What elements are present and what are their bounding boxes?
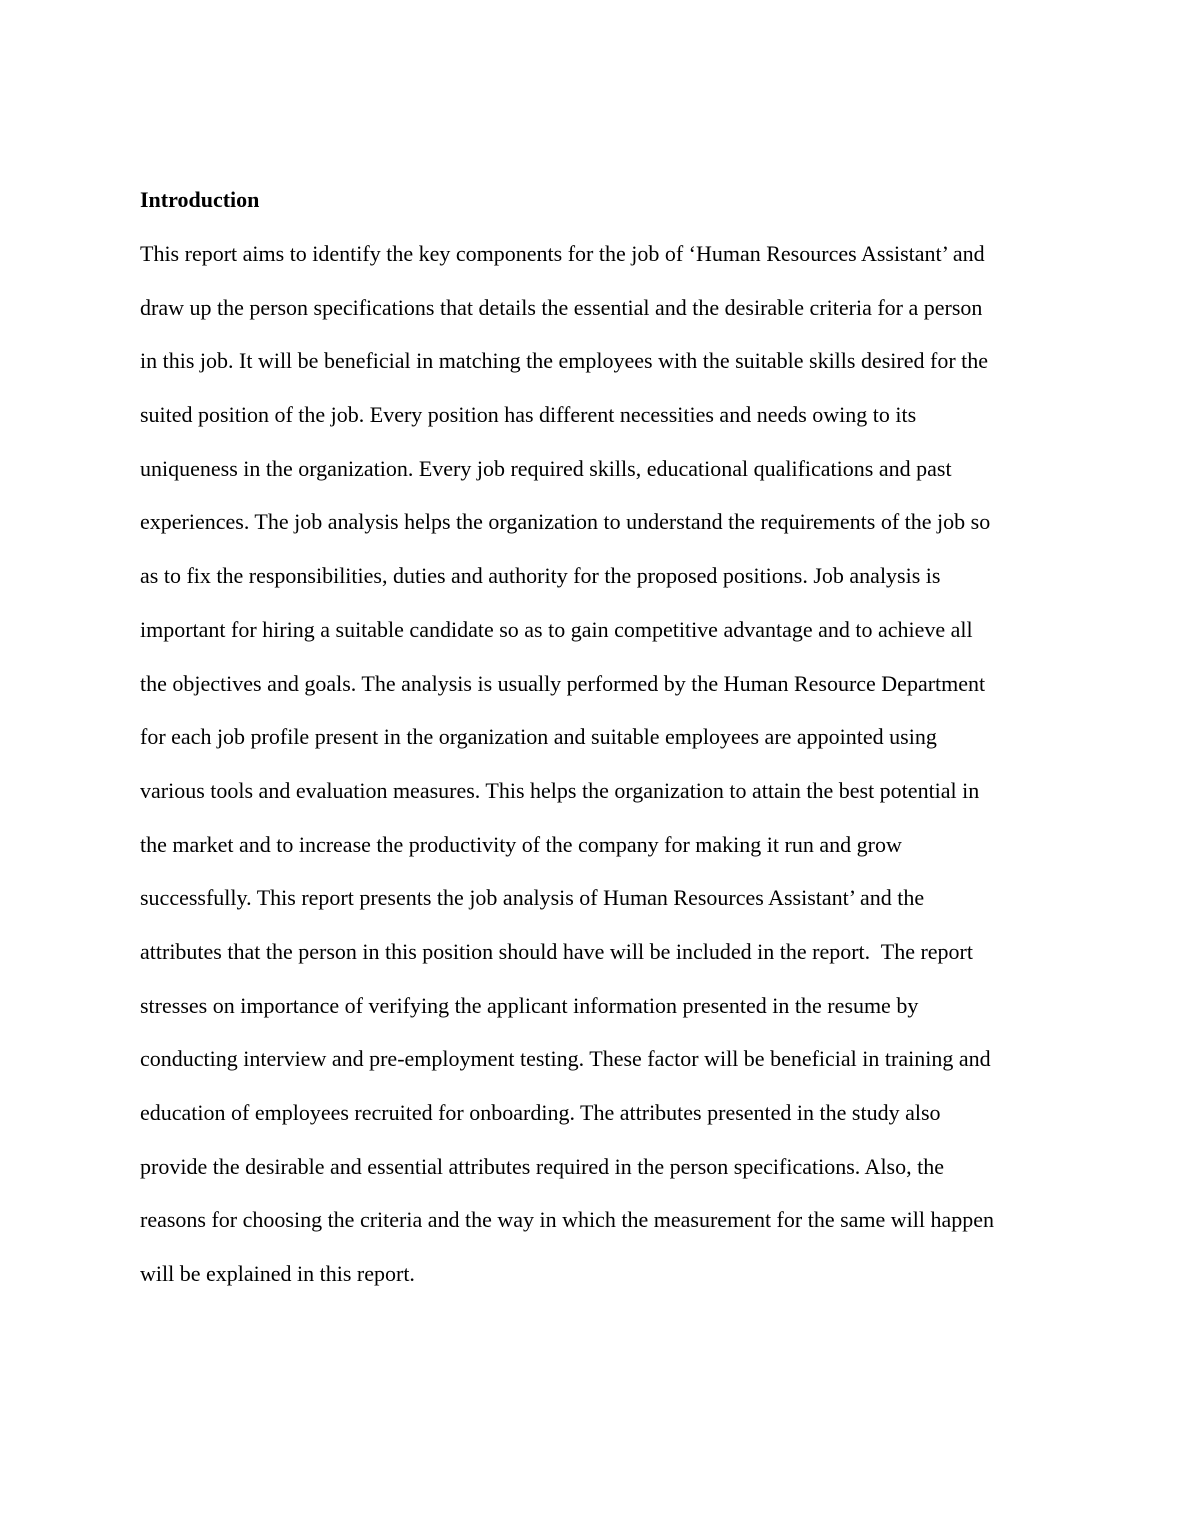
section-heading: Introduction [140,187,260,212]
paragraph-line: reasons for choosing the criteria and the way in which the measurement for the same will happen [140,1207,995,1233]
paragraph-line: attributes that the person in this position should have will be included in the report. The report [140,938,973,964]
paragraph-line: experiences. The job analysis helps the organization to understand the requirements of the job so [140,509,991,535]
paragraph-line: education of employees recruited for onboarding. The attributes presented in the study also [140,1100,941,1125]
paragraph-line: the market and to increase the productivity of the company for making it run and grow [140,831,902,857]
paragraph-line: This report aims to identify the key components for the job of ‘Human Resources Assistant’ and [140,241,985,266]
paragraph-line: various tools and evaluation measures. This helps the organization to attain the best potential in [140,777,980,803]
paragraph-line: conducting interview and pre-employment testing. These factor will be beneficial in training and [140,1046,991,1072]
paragraph-line: in this job. It will be beneficial in matching the employees with the suitable skills desired for the [140,348,989,374]
paragraph-line: uniqueness in the organization. Every job required skills, educational qualifications and past [140,455,952,481]
paragraph [140,240,1060,1314]
paragraph-line: provide the desirable and essential attributes required in the person specifications. Also, the [140,1153,944,1179]
paragraph-line: draw up the person specifications that details the essential and the desirable criteria for a person [140,294,983,320]
paragraph-line: important for hiring a suitable candidate so as to gain competitive advantage and to achieve all [140,616,973,642]
paragraph-line: for each job profile present in the organization and suitable employees are appointed using [140,724,937,750]
paragraph-line: stresses on importance of verifying the applicant information presented in the resume by [140,992,919,1018]
paragraph-line: the objectives and goals. The analysis is usually performed by the Human Resource Department [140,670,986,696]
paragraph-line: successfully. This report presents the job analysis of Human Resources Assistant’ and the [140,885,925,911]
paragraph-line: suited position of the job. Every position has different necessities and needs owing to its [140,402,917,428]
paragraph-line: will be explained in this report. [140,1261,415,1287]
paragraph-line: as to fix the responsibilities, duties and authority for the proposed positions. Job analysis is [140,563,941,589]
